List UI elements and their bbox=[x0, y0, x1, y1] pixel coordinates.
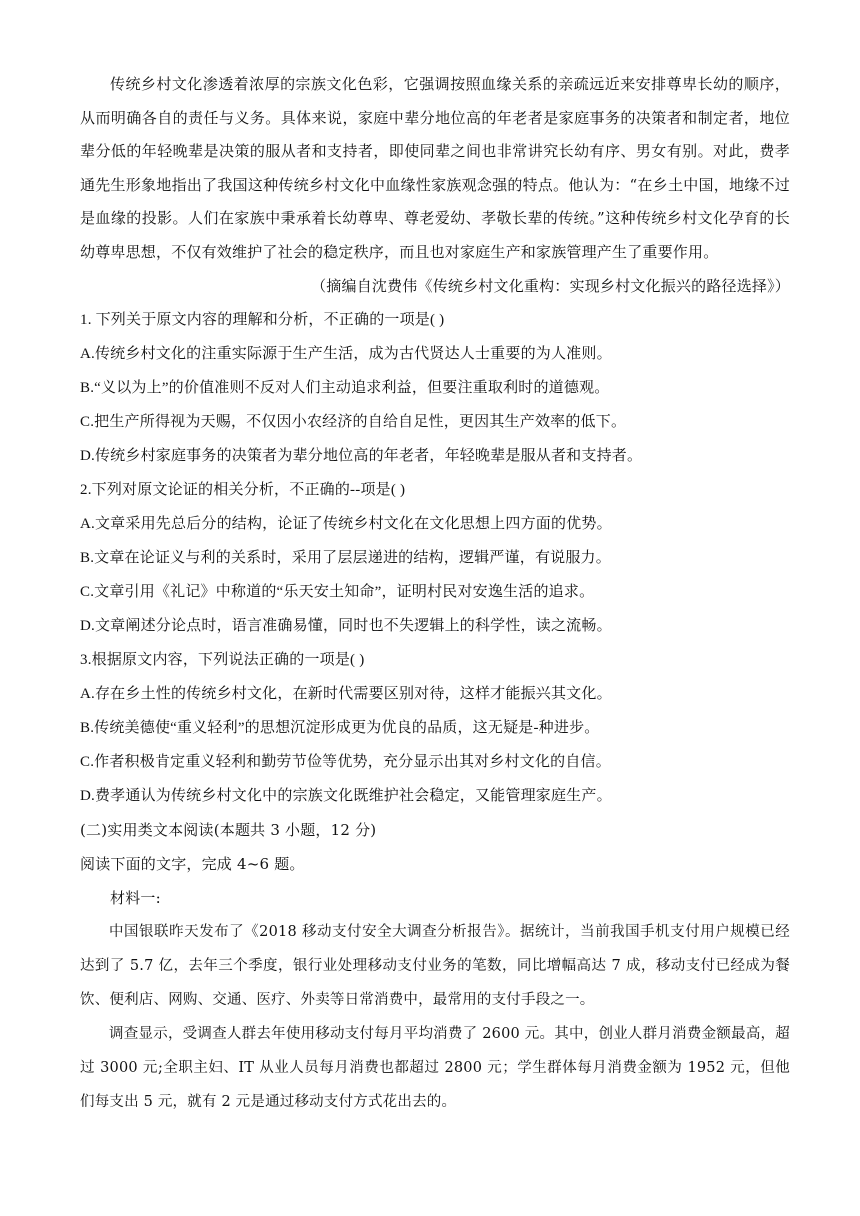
question-1 bbox=[80, 303, 790, 473]
question-stem: 2.下列对原文论证的相关分析，不正确的--项是( ) bbox=[80, 482, 406, 498]
material-paragraph: 调查显示，受调查人群去年使用移动支付每月平均消费了 2600 元。其中，创业人群月消费金额最高，超过 3000 元;全职主妇、IT 从业人员每月消费也都超过 2800 元；学生群体每月消费金额为 1952 元，但他们每支出 5 元，就有 2 元是通过移动支付方式花出去的。 bbox=[80, 1026, 790, 1110]
option-d: D.传统乡村家庭事务的决策者为辈分地位高的年老者，年轻晚辈是服从者和支持者。 bbox=[80, 448, 643, 464]
option-b: B.传统美德使“重义轻利”的思想沉淀形成更为优良的品质，这无疑是-种进步。 bbox=[80, 720, 600, 736]
option-c: C.把生产所得视为天赐，不仅因小农经济的自给自足性，更因其生产效率的低下。 bbox=[80, 414, 627, 430]
article-paragraph: 传统乡村文化渗透着浓厚的宗族文化色彩，它强调按照血缘关系的亲疏远近来安排尊卑长幼的顺序，从而明确各自的责任与义务。具体来说，家庭中辈分地位高的年老者是家庭事务的决策者和制定者，地位辈分低的年轻晚辈是决策的服从者和支持者，即使同辈之间也非常讲究长幼有序、男女有别。对此，费孝通先生形象地指出了我国这种传统乡村文化中血缘性家族观念强的特点。他认为：“在乡土中国，地缘不过是血缘的投影。人们在家族中秉承着长幼尊卑、尊老爱幼、孝敬长辈的传统。”这种传统乡村文化孕育的长幼尊卑思想，不仅有效维护了社会的稳定秩序，而且也对家庭生产和家族管理产生了重要作用。 bbox=[80, 75, 790, 261]
section-heading: (二)实用类文本阅读(本题共 3 小题，12 分) bbox=[80, 821, 377, 839]
option-b: B.“义以为上”的价值准则不反对人们主动追求利益，但要注重取利时的道德观。 bbox=[80, 380, 610, 396]
question-stem: 1. 下列关于原文内容的理解和分析，不正确的一项是( ) bbox=[80, 312, 445, 328]
material-paragraph: 中国银联昨天发布了《2018 移动支付安全大调查分析报告》。据统计，当前我国手机支付用户规模已经达到了 5.7 亿，去年三个季度，银行业处理移动支付业务的笔数，同比增幅高达 7 成，移动支付已经成为餐饮、便利店、网购、交通、医疗、外卖等日常消费中，最常用的支付手段之一。 bbox=[80, 924, 790, 1008]
material-title: 材料一: bbox=[110, 889, 161, 907]
question-stem: 3.根据原文内容，下列说法正确的一项是( ) bbox=[80, 652, 365, 668]
document-content bbox=[80, 68, 790, 1119]
question-2 bbox=[80, 473, 790, 643]
option-c: C.作者积极肯定重义轻利和勤劳节俭等优势，充分显示出其对乡村文化的自信。 bbox=[80, 754, 611, 770]
option-a: A.存在乡土性的传统乡村文化，在新时代需要区别对待，这样才能振兴其文化。 bbox=[80, 686, 612, 702]
option-a: A.文章采用先总后分的结构，论证了传统乡村文化在文化思想上四方面的优势。 bbox=[80, 516, 612, 532]
option-d: D.费孝通认为传统乡村文化中的宗族文化既维护社会稳定，又能管理家庭生产。 bbox=[80, 788, 612, 804]
question-3 bbox=[80, 643, 790, 813]
option-a: A.传统乡村文化的注重实际源于生产生活，成为古代贤达人士重要的为人准则。 bbox=[80, 346, 612, 362]
option-d: D.文章阐述分论点时，语言准确易懂，同时也不失逻辑上的科学性，读之流畅。 bbox=[80, 618, 612, 634]
option-b: B.文章在论证义与利的关系时，采用了层层递进的结构，逻辑严谨，有说服力。 bbox=[80, 550, 611, 566]
option-c: C.文章引用《礼记》中称道的“乐天安土知命”，证明村民对安逸生活的追求。 bbox=[80, 584, 595, 600]
article-source: （摘编自沈费伟《传统乡村文化重构：实现乡村文化振兴的路径选择》） bbox=[311, 277, 790, 295]
section-instruction: 阅读下面的文字，完成 4~6 题。 bbox=[80, 855, 305, 873]
